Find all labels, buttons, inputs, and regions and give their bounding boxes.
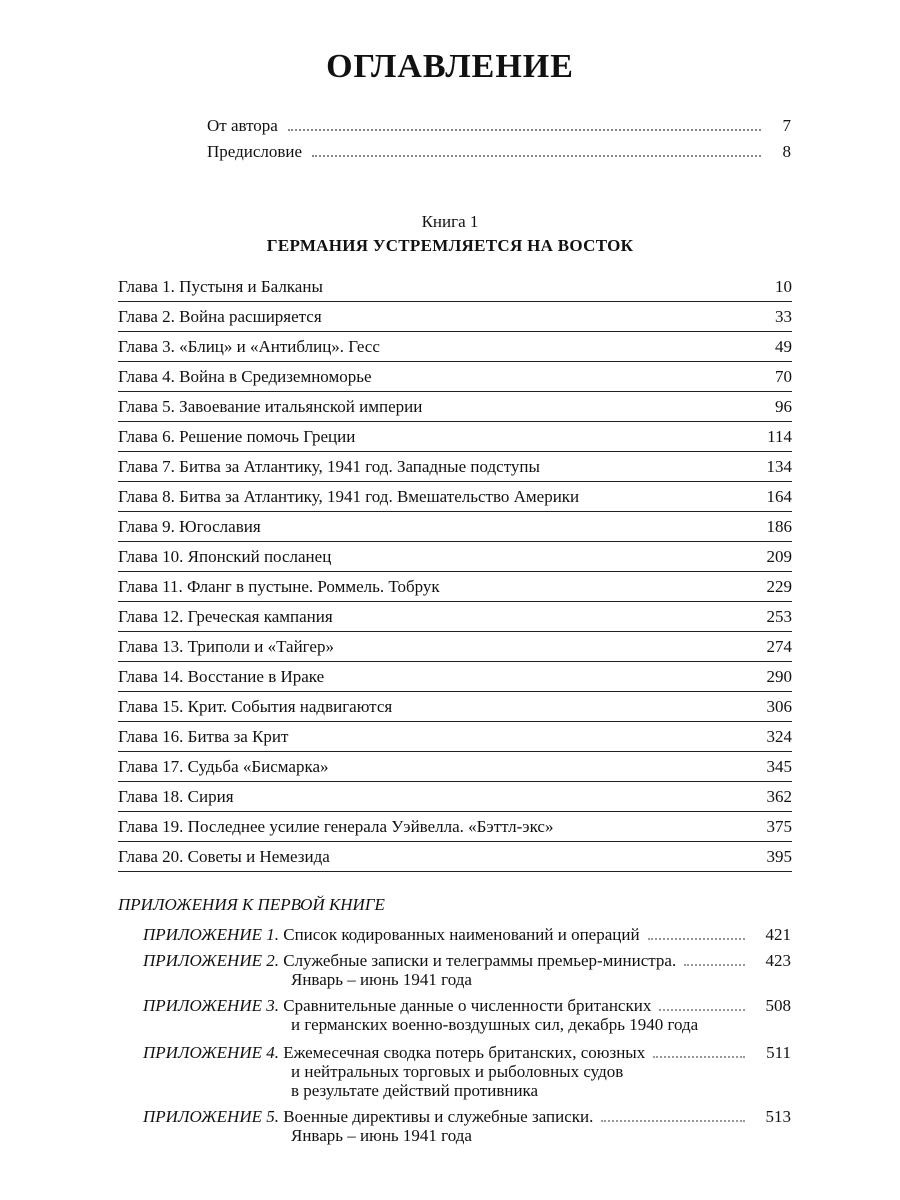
appendix-title-line: Ежемесечная сводка потерь британских, союзных <box>283 1043 646 1062</box>
chapter-page: 290 <box>766 667 792 686</box>
chapter-page: 134 <box>766 457 792 476</box>
chapter-row[interactable] <box>118 272 792 302</box>
chapter-row[interactable] <box>118 722 792 752</box>
chapter-list <box>118 272 792 872</box>
chapter-row[interactable] <box>118 602 792 632</box>
appendix-entry[interactable] <box>143 925 791 944</box>
chapter-page: 209 <box>766 547 792 566</box>
chapter-page: 345 <box>766 757 792 776</box>
chapter-page: 96 <box>775 397 792 416</box>
book-title: ГЕРМАНИЯ УСТРЕМЛЯЕТСЯ НА ВОСТОК <box>266 236 634 255</box>
page-title: ОГЛАВЛЕНИЕ <box>326 48 574 85</box>
appendices-heading: ПРИЛОЖЕНИЯ К ПЕРВОЙ КНИГЕ <box>118 895 385 914</box>
appendix-title-line: и нейтральных торговых и рыболовных судов <box>291 1062 624 1081</box>
dot-leader <box>684 963 745 966</box>
appendix-title-line: Военные директивы и служебные записки. <box>283 1107 594 1126</box>
toc-entry-author[interactable] <box>207 112 791 136</box>
chapter-row[interactable] <box>118 692 792 722</box>
appendix-entry[interactable] <box>143 1107 791 1145</box>
chapter-row[interactable] <box>118 512 792 542</box>
appendix-label: ПРИЛОЖЕНИЕ 3. <box>143 996 279 1015</box>
appendix-title-line: Сравнительные данные о численности британских <box>283 996 652 1015</box>
chapter-title: Глава 14. Восстание в Ираке <box>118 667 325 686</box>
chapter-title: Глава 4. Война в Средиземноморье <box>118 367 372 386</box>
appendix-title-line: в результате действий противника <box>291 1081 539 1100</box>
chapter-row[interactable] <box>118 362 792 392</box>
appendix-entry[interactable] <box>143 996 791 1034</box>
appendix-page: 513 <box>765 1107 791 1126</box>
appendix-label: ПРИЛОЖЕНИЕ 2. <box>143 951 279 970</box>
appendix-title-line: Служебные записки и телеграммы премьер-министра. <box>283 951 677 970</box>
chapter-title: Глава 5. Завоевание итальянской империи <box>118 397 423 416</box>
chapter-page: 70 <box>775 367 792 386</box>
appendix-entry[interactable] <box>143 1043 791 1100</box>
chapter-page: 186 <box>766 517 792 536</box>
chapter-page: 274 <box>766 637 792 656</box>
chapter-row[interactable] <box>118 392 792 422</box>
appendix-label: ПРИЛОЖЕНИЕ 4. <box>143 1043 279 1062</box>
dot-leader <box>288 128 761 131</box>
appendix-title-line: Январь – июнь 1941 года <box>291 970 472 989</box>
dot-leader <box>659 1008 745 1011</box>
chapter-title: Глава 3. «Блиц» и «Антиблиц». Гесс <box>118 337 380 356</box>
chapter-row[interactable] <box>118 842 792 872</box>
chapter-page: 375 <box>766 817 792 836</box>
chapter-row[interactable] <box>118 332 792 362</box>
chapter-title: Глава 16. Битва за Крит <box>118 727 289 746</box>
dot-leader <box>648 937 745 940</box>
appendix-title-line: Январь – июнь 1941 года <box>291 1126 472 1145</box>
chapter-title: Глава 12. Греческая кампания <box>118 607 333 626</box>
chapter-title: Глава 8. Битва за Атлантику, 1941 год. Вмешательство Америки <box>118 487 580 506</box>
chapter-row[interactable] <box>118 482 792 512</box>
chapter-page: 10 <box>775 277 792 296</box>
book-number: Книга 1 <box>421 212 479 231</box>
toc-entry-page: 8 <box>782 142 791 161</box>
appendix-label: ПРИЛОЖЕНИЕ 5. <box>143 1107 279 1126</box>
chapter-page: 306 <box>766 697 792 716</box>
chapter-page: 324 <box>766 727 792 746</box>
chapter-title: Глава 19. Последнее усилие генерала Уэйвелла. «Бэттл-экс» <box>118 817 554 836</box>
chapter-page: 229 <box>766 577 792 596</box>
chapter-row[interactable] <box>118 542 792 572</box>
chapter-title: Глава 17. Судьба «Бисмарка» <box>118 757 329 776</box>
chapter-title: Глава 6. Решение помочь Греции <box>118 427 356 446</box>
chapter-row[interactable] <box>118 752 792 782</box>
appendix-page: 508 <box>765 996 791 1015</box>
chapter-title: Глава 9. Югославия <box>118 517 261 536</box>
chapter-title: Глава 7. Битва за Атлантику, 1941 год. Западные подступы <box>118 457 540 476</box>
chapter-row[interactable] <box>118 452 792 482</box>
chapter-title: Глава 13. Триполи и «Тайгер» <box>118 637 334 656</box>
chapter-title: Глава 15. Крит. События надвигаются <box>118 697 393 716</box>
chapter-page: 33 <box>775 307 792 326</box>
chapter-row[interactable] <box>118 662 792 692</box>
chapter-page: 395 <box>766 847 792 866</box>
chapter-title: Глава 1. Пустыня и Балканы <box>118 277 323 296</box>
chapter-page: 362 <box>766 787 792 806</box>
dot-leader <box>312 154 761 157</box>
chapter-row[interactable] <box>118 632 792 662</box>
appendix-page: 511 <box>766 1043 791 1062</box>
chapter-row[interactable] <box>118 302 792 332</box>
chapter-title: Глава 10. Японский посланец <box>118 547 332 566</box>
chapter-page: 164 <box>766 487 792 506</box>
chapter-row[interactable] <box>118 572 792 602</box>
toc-entry-label: Предисловие <box>207 142 303 161</box>
dot-leader <box>601 1119 745 1122</box>
chapter-page: 253 <box>766 607 792 626</box>
chapter-title: Глава 2. Война расширяется <box>118 307 322 326</box>
chapter-page: 49 <box>775 337 792 356</box>
toc-entry-label: От автора <box>207 116 278 135</box>
appendix-page: 423 <box>765 951 791 970</box>
dot-leader <box>653 1055 745 1058</box>
chapter-title: Глава 11. Фланг в пустыне. Роммель. Тобрук <box>118 577 440 596</box>
toc-entry-page: 7 <box>782 116 791 135</box>
appendix-page: 421 <box>765 925 791 944</box>
chapter-page: 114 <box>767 427 792 446</box>
chapter-row[interactable] <box>118 812 792 842</box>
appendix-label: ПРИЛОЖЕНИЕ 1. <box>143 925 279 944</box>
chapter-title: Глава 20. Советы и Немезида <box>118 847 330 866</box>
appendix-title-line: Список кодированных наименований и операций <box>283 925 640 944</box>
toc-entry-preface[interactable] <box>207 138 791 162</box>
appendix-entry[interactable] <box>143 951 791 989</box>
chapter-row[interactable] <box>118 782 792 812</box>
chapter-title: Глава 18. Сирия <box>118 787 234 806</box>
appendix-title-line: и германских военно-воздушных сил, декабрь 1940 года <box>291 1015 699 1034</box>
chapter-row[interactable] <box>118 422 792 452</box>
